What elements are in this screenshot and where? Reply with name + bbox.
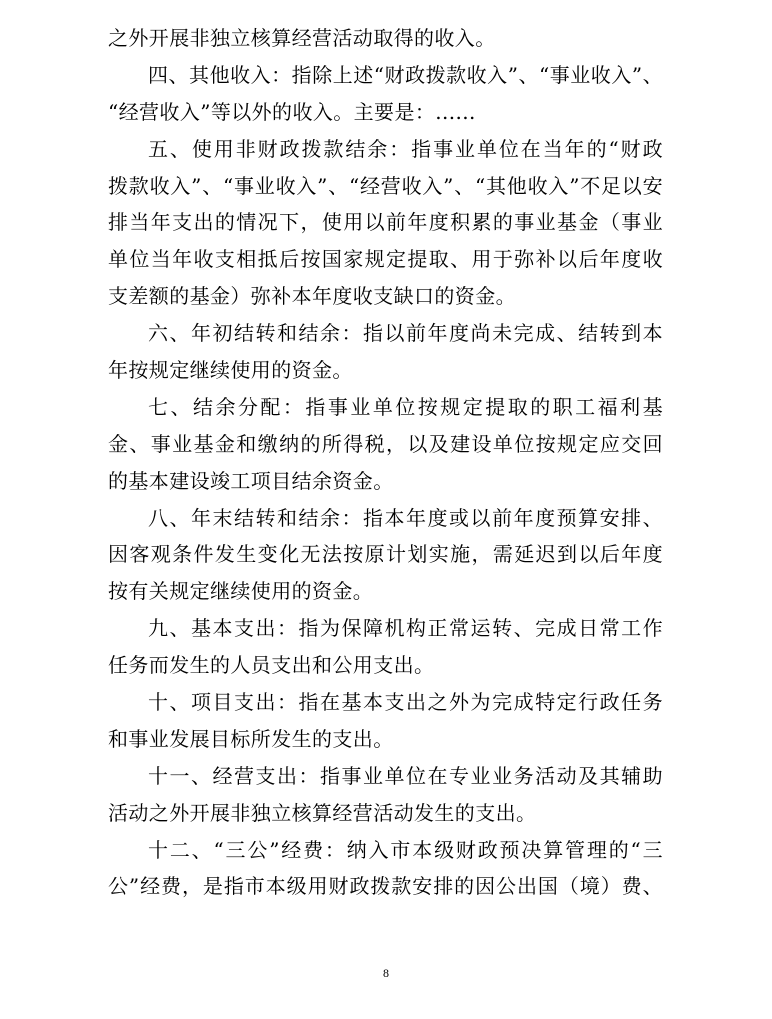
text-line: 七、结余分配：指事业单位按规定提取的职工福利基 xyxy=(148,394,663,419)
text-line: 年按规定继续使用的资金。 xyxy=(108,358,353,383)
text-line: 支差额的基金）弥补本年度收支缺口的资金。 xyxy=(108,284,516,309)
text-line: 四、其他收入：指除上述“财政拨款收入”、“事业收入”、 xyxy=(148,62,663,87)
text-line: 五、使用非财政拨款结余：指事业单位在当年的“财政 xyxy=(148,136,663,161)
text-line: 公”经费，是指市本级用财政拨款安排的因公出国（境）费、 xyxy=(108,874,663,899)
text-line: 九、基本支出：指为保障机构正常运转、完成日常工作 xyxy=(148,616,663,641)
page-number: 8 xyxy=(383,966,389,980)
text-line: 十二、“三公”经费：纳入市本级财政预决算管理的“三 xyxy=(148,837,663,862)
text-line: “经营收入”等以外的收入。主要是：...... xyxy=(108,99,476,124)
text-line: 按有关规定继续使用的资金。 xyxy=(108,579,374,604)
text-line: 单位当年收支相抵后按国家规定提取、用于弥补以后年度收 xyxy=(108,247,663,272)
text-line: 八、年末结转和结余：指本年度或以前年度预算安排、 xyxy=(148,505,663,530)
text-line: 金、事业基金和缴纳的所得税，以及建设单位按规定应交回 xyxy=(108,431,663,456)
text-line: 排当年支出的情况下，使用以前年度积累的事业基金（事业 xyxy=(108,210,663,235)
document-body xyxy=(108,20,663,905)
text-line: 因客观条件发生变化无法按原计划实施，需延迟到以后年度 xyxy=(108,542,663,567)
text-line: 六、年初结转和结余：指以前年度尚未完成、结转到本 xyxy=(148,321,663,346)
text-line: 的基本建设竣工项目结余资金。 xyxy=(108,468,394,493)
text-line: 之外开展非独立核算经营活动取得的收入。 xyxy=(108,26,496,50)
text-line: 活动之外开展非独立核算经营活动发生的支出。 xyxy=(108,800,537,825)
text-line: 十一、经营支出：指事业单位在专业业务活动及其辅助 xyxy=(148,763,663,788)
text-line: 任务而发生的人员支出和公用支出。 xyxy=(108,653,435,678)
text-line: 和事业发展目标所发生的支出。 xyxy=(108,726,394,751)
text-line: 拨款收入”、“事业收入”、“经营收入”、“其他收入”不足以安 xyxy=(108,173,663,198)
text-line: 十、项目支出：指在基本支出之外为完成特定行政任务 xyxy=(148,690,663,715)
